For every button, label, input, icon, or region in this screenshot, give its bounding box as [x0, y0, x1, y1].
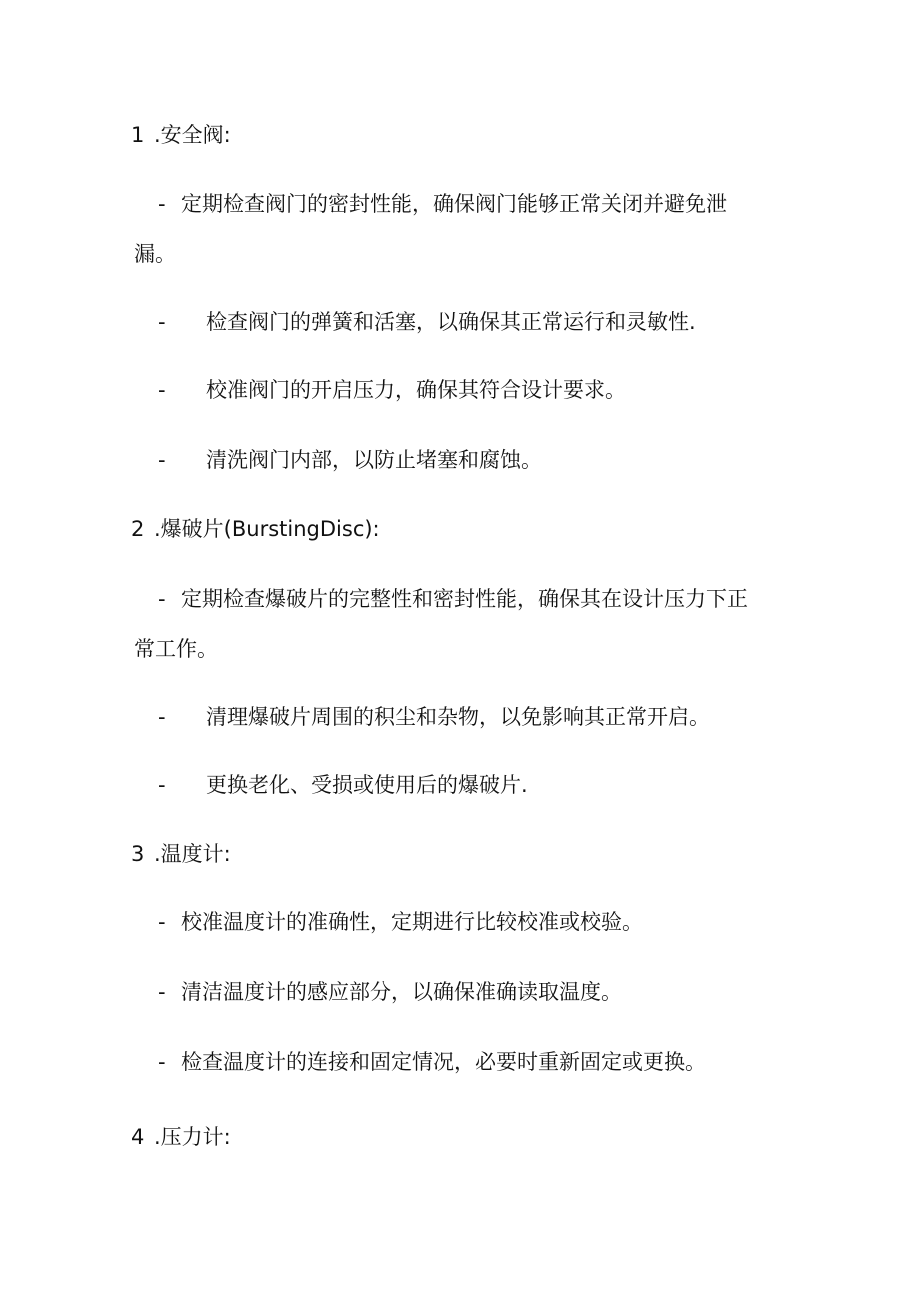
list-item-text: 常工作。: [134, 637, 218, 661]
list-item-text: 漏。: [134, 242, 176, 266]
list-item-text: 更换老化、受损或使用后的爆破片.: [206, 773, 528, 797]
section-number: 3: [131, 842, 145, 866]
list-dash: -: [158, 587, 166, 611]
list-dash: -: [158, 192, 166, 216]
section-title: .温度计:: [154, 842, 231, 866]
list-item-text: 校准温度计的准确性，定期进行比较校准或校验。: [181, 910, 643, 934]
list-dash: -: [158, 705, 166, 729]
list-dash: -: [158, 378, 166, 402]
list-dash: -: [158, 773, 166, 797]
section-number: 1: [131, 123, 145, 147]
list-item-text: 清洗阀门内部，以防止堵塞和腐蚀。: [206, 448, 542, 472]
list-item-text: 清洁温度计的感应部分，以确保准确读取温度。: [181, 980, 622, 1004]
list-dash: -: [158, 1050, 166, 1074]
section-number: 2: [131, 517, 145, 541]
list-item-text: 清理爆破片周围的积尘和杂物，以免影响其正常开启。: [206, 705, 710, 729]
list-dash: -: [158, 980, 166, 1004]
list-dash: -: [158, 910, 166, 934]
list-item-text: 定期检查爆破片的完整性和密封性能，确保其在设计压力下正: [181, 587, 748, 611]
list-item-text: 检查温度计的连接和固定情况，必要时重新固定或更换。: [181, 1050, 706, 1074]
section-title: .爆破片(BurstingDisc):: [154, 517, 380, 541]
list-item-text: 定期检查阀门的密封性能，确保阀门能够正常关闭并避免泄: [181, 192, 727, 216]
section-title: .安全阀:: [154, 123, 231, 147]
list-dash: -: [158, 448, 166, 472]
section-number: 4: [131, 1125, 145, 1149]
list-item-text: 校准阀门的开启压力，确保其符合设计要求。: [206, 378, 626, 402]
list-item-text: 检查阀门的弹簧和活塞，以确保其正常运行和灵敏性.: [206, 310, 696, 334]
section-title: .压力计:: [154, 1125, 231, 1149]
list-dash: -: [158, 310, 166, 334]
